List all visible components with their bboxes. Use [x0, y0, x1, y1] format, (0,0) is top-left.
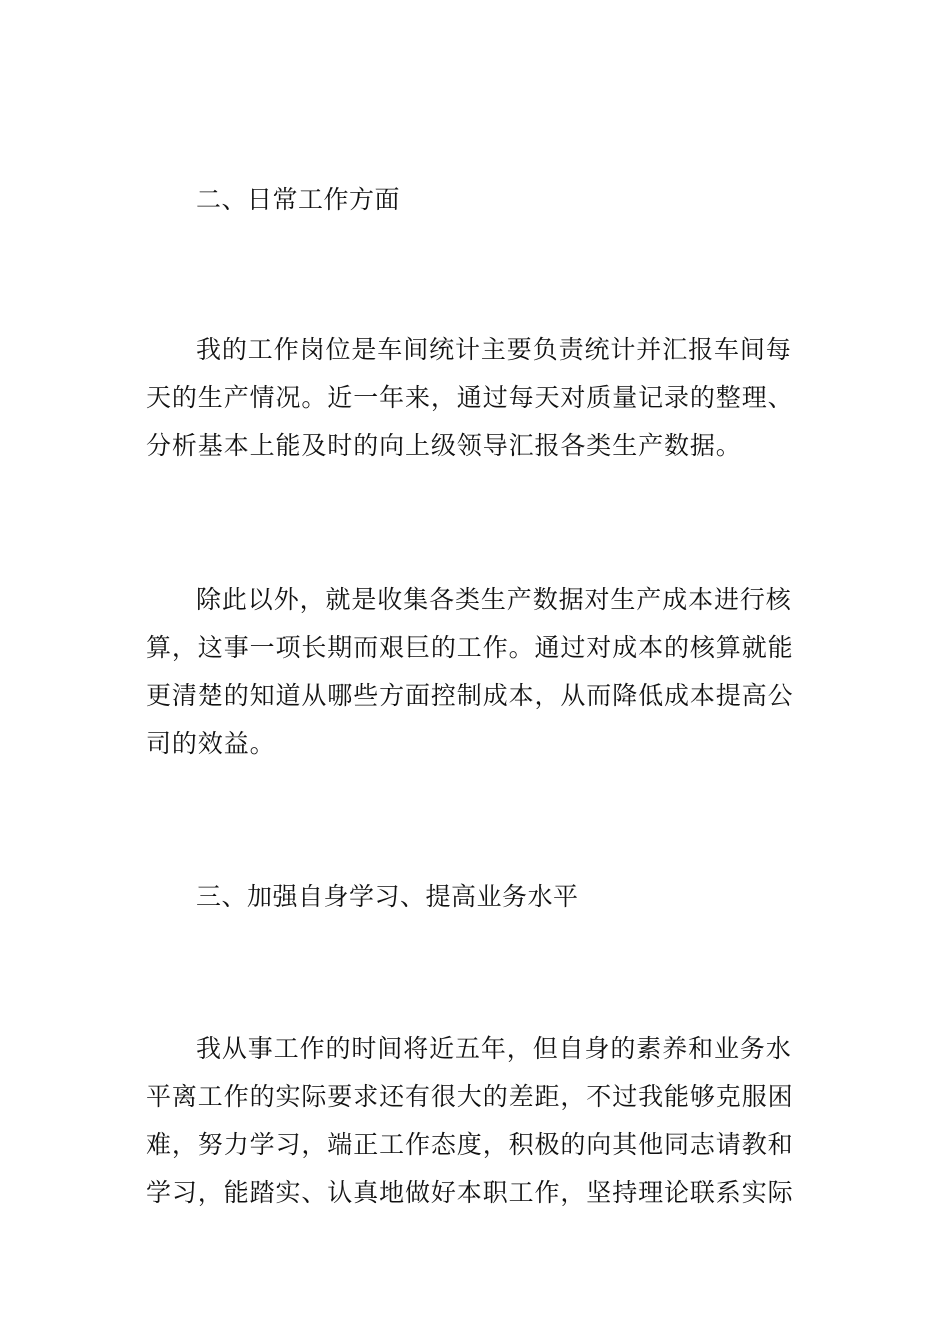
paragraph-line: 我从事工作的时间将近五年，但自身的素养和业务水 [196, 1034, 792, 1063]
paragraph-job-duties [146, 326, 826, 470]
paragraph-line: 分析基本上能及时的向上级领导汇报各类生产数据。 [146, 431, 742, 460]
paragraph-line: 更清楚的知道从哪些方面控制成本，从而降低成本提高公 [146, 681, 794, 710]
section-heading-self-study: 三、加强自身学习、提高业务水平 [196, 882, 579, 911]
paragraph-line: 学习，能踏实、认真地做好本职工作，坚持理论联系实际 [146, 1178, 794, 1207]
paragraph-line: 我的工作岗位是车间统计主要负责统计并汇报车间每 [196, 335, 792, 364]
paragraph-cost-accounting [146, 576, 826, 768]
paragraph-line: 难，努力学习，端正工作态度，积极的向其他同志请教和 [146, 1130, 794, 1159]
paragraph-line: 除此以外，就是收集各类生产数据对生产成本进行核 [196, 585, 792, 614]
paragraph-line: 天的生产情况。近一年来，通过每天对质量记录的整理、 [146, 383, 794, 412]
paragraph-line: 平离工作的实际要求还有很大的差距，不过我能够克服困 [146, 1082, 794, 1111]
paragraph-line: 司的效益。 [146, 729, 276, 758]
paragraph-work-experience [146, 1025, 826, 1217]
section-heading-daily-work: 二、日常工作方面 [196, 185, 401, 214]
paragraph-line: 算，这事一项长期而艰巨的工作。通过对成本的核算就能 [146, 633, 794, 662]
